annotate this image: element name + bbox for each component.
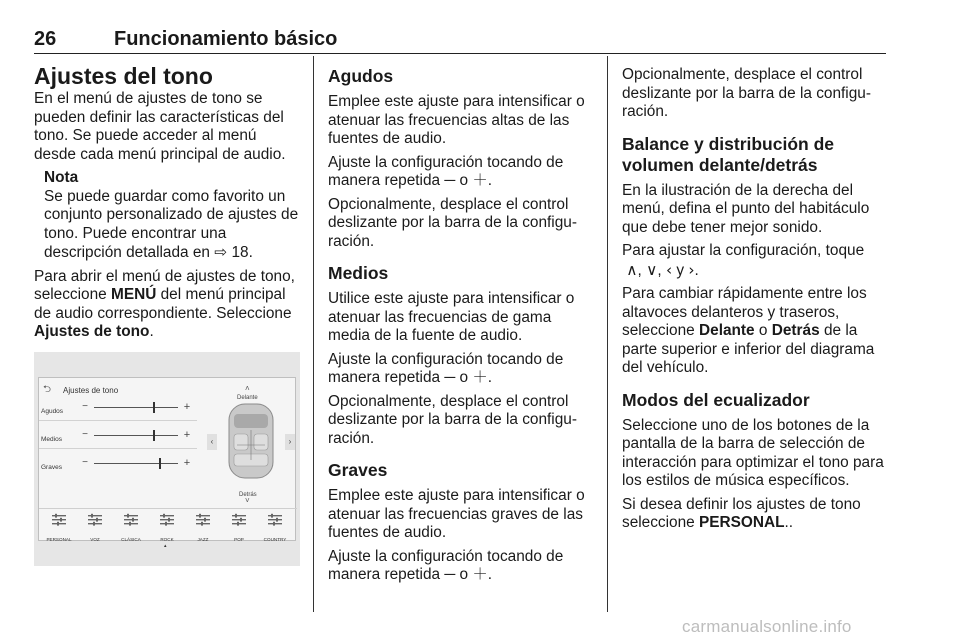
screen-title: Ajustes de tono [63, 385, 119, 395]
preset-button[interactable] [221, 509, 257, 543]
equalizer-icon [267, 513, 283, 527]
slider-thumb[interactable] [159, 458, 161, 469]
page-header [34, 24, 886, 54]
equalizer-preset-bar [39, 508, 297, 549]
subsection-heading: Medios [328, 263, 389, 283]
slider-track[interactable] [94, 407, 178, 408]
slider-row [39, 428, 197, 444]
subsection-heading: Graves [328, 460, 388, 480]
column-divider [313, 56, 314, 612]
paragraph: Opcionalmente, desplace el control deslizante por la barra de la configuración. [328, 195, 577, 250]
preset-button[interactable] [41, 509, 77, 543]
intro-paragraph: En el menú de ajustes de tono se pueden definir las características del tono. Se puede acceder al menú desde cada menú principal de audio. [34, 90, 286, 163]
chevron-right-icon[interactable]: › [285, 434, 295, 450]
paragraph: Ajuste la configuración tocando de manera repetida ─ o ＋. [328, 153, 564, 189]
slider-row [39, 400, 197, 416]
rear-label[interactable]: Detrás [239, 491, 257, 498]
plus-button[interactable]: + [183, 400, 191, 413]
paragraph: Ajuste la configuración tocando de manera repetida ─ o ＋. [328, 350, 564, 386]
column-left [34, 58, 300, 566]
page-ref-icon: ⇨ [214, 243, 228, 261]
section-heading: Ajustes del tono [34, 63, 213, 89]
equalizer-icon [123, 513, 139, 527]
preset-label: COUNTRY [263, 536, 287, 542]
column-divider [607, 56, 608, 612]
slider-track[interactable] [94, 463, 178, 464]
paragraph: Opcionalmente, desplace el control deslizante por la barra de la configuración. [328, 392, 577, 447]
paragraph: Ajuste la configuración tocando de manera repetida ─ o ＋. [328, 547, 564, 583]
slider-row [39, 456, 197, 472]
chevron-up-icon[interactable]: ˄ [245, 383, 250, 393]
chevron-right-icon: › [688, 260, 695, 279]
watermark-text: carmanualsonline.info [682, 617, 852, 636]
paragraph: Para ajustar la configuración, toque ∧, ∨, ‹ y ›. [622, 242, 865, 279]
divider [39, 420, 197, 421]
slider-thumb[interactable] [153, 430, 155, 441]
paragraph: Utilice este ajuste para intensificar o atenuar las frecuencias de gama media de la fuente de audio. [328, 290, 575, 344]
subsection-heading: Agudos [328, 66, 394, 86]
paragraph: En la ilustración de la derecha del menú, defina el punto del habitáculo que debe tener mejor sonido. [622, 181, 870, 236]
equalizer-icon [51, 513, 67, 527]
front-label: Delante [699, 322, 755, 339]
chevron-down-icon: ∨ [646, 260, 658, 279]
balance-panel [207, 380, 295, 504]
tone-settings-label: Ajustes de tono [34, 323, 150, 340]
preset-label: PERSONAL [46, 536, 72, 542]
note-block [44, 169, 300, 263]
front-label[interactable]: Delante [237, 394, 258, 401]
minus-button[interactable]: − [82, 428, 88, 440]
preset-label: POP [234, 536, 244, 542]
paragraph: Seleccione uno de los botones de la pantalla de la barra de selección de interacción para optimizar el tono para los estilos de música específicos. [622, 416, 884, 489]
selected-indicator-icon: ▴ [164, 542, 167, 549]
slider-thumb[interactable] [153, 402, 155, 413]
slider-label: Agudos [41, 407, 64, 415]
chapter-title: Funcionamiento básico [114, 28, 338, 50]
plus-button[interactable]: + [183, 428, 191, 441]
minus-button[interactable]: − [82, 400, 88, 412]
preset-button[interactable] [185, 509, 221, 543]
screen-title-bar [39, 378, 229, 396]
tone-settings-screenshot [34, 352, 300, 566]
plus-button[interactable]: + [183, 456, 191, 469]
preset-label: JAZZ [197, 536, 209, 542]
paragraph: Opcionalmente, desplace el control deslizante por la barra de la configuración. [622, 66, 871, 120]
chevron-left-icon[interactable]: ‹ [207, 434, 217, 450]
subsection-heading: Balance y distribución de volumen delante/detrás [622, 133, 834, 175]
note-title: Nota [44, 169, 79, 186]
equalizer-icon [159, 513, 175, 527]
preset-button[interactable] [257, 509, 293, 543]
page-number: 26 [34, 28, 57, 50]
chevron-down-icon[interactable]: ˅ [245, 495, 250, 505]
equalizer-icon [195, 513, 211, 527]
car-top-view-icon[interactable] [223, 400, 279, 482]
paragraph: Para cambiar rápidamente entre los altavoces delanteros y traseros, seleccione Delante o Detrás de la parte superior e inferior del diagrama del vehículo. [622, 285, 875, 376]
paragraph: Emplee este ajuste para intensificar o atenuar las frecuencias altas de las fuentes de audio. [328, 93, 585, 147]
equalizer-icon [231, 513, 247, 527]
slider-label: Graves [41, 463, 62, 471]
open-instructions: Para abrir el menú de ajustes de tono, seleccione MENÚ del menú principal de audio correspondiente. Seleccione Ajustes de tono. [34, 267, 295, 340]
chevron-left-icon: ‹ [665, 260, 673, 279]
menu-key-label: MENÚ [111, 286, 157, 303]
paragraph: Emplee este ajuste para intensificar o atenuar las frecuencias graves de las fuentes de audio. [328, 487, 585, 541]
note-text: Se puede guardar como favorito un conjunto personalizado de ajustes de tono. Puede encontrar una descripción detallada en ⇨ 18. [44, 187, 299, 261]
subsection-heading: Modos del ecualizador [622, 389, 810, 410]
column-right [622, 58, 888, 538]
chevron-up-icon: ∧ [626, 260, 638, 279]
personal-label: PERSONAL [699, 514, 785, 531]
preset-label: VOZ [90, 536, 100, 542]
preset-label: CLÁSICA [121, 536, 141, 542]
back-icon[interactable]: ⮌ [43, 383, 52, 395]
preset-button[interactable] [77, 509, 113, 543]
preset-label: ROCK [160, 536, 174, 542]
minus-button[interactable]: − [82, 456, 88, 468]
equalizer-icon [87, 513, 103, 527]
divider [39, 448, 197, 449]
preset-button[interactable] [113, 509, 149, 543]
preset-button[interactable] [149, 509, 185, 549]
paragraph: Si desea definir los ajustes de tono seleccione PERSONAL.. [622, 495, 861, 531]
infotainment-screen [38, 377, 296, 549]
page-ref-link[interactable]: 18. [231, 244, 253, 261]
slider-track[interactable] [94, 435, 178, 436]
column-middle [328, 58, 594, 590]
rear-label: Detrás [771, 322, 820, 339]
slider-label: Medios [41, 435, 62, 443]
